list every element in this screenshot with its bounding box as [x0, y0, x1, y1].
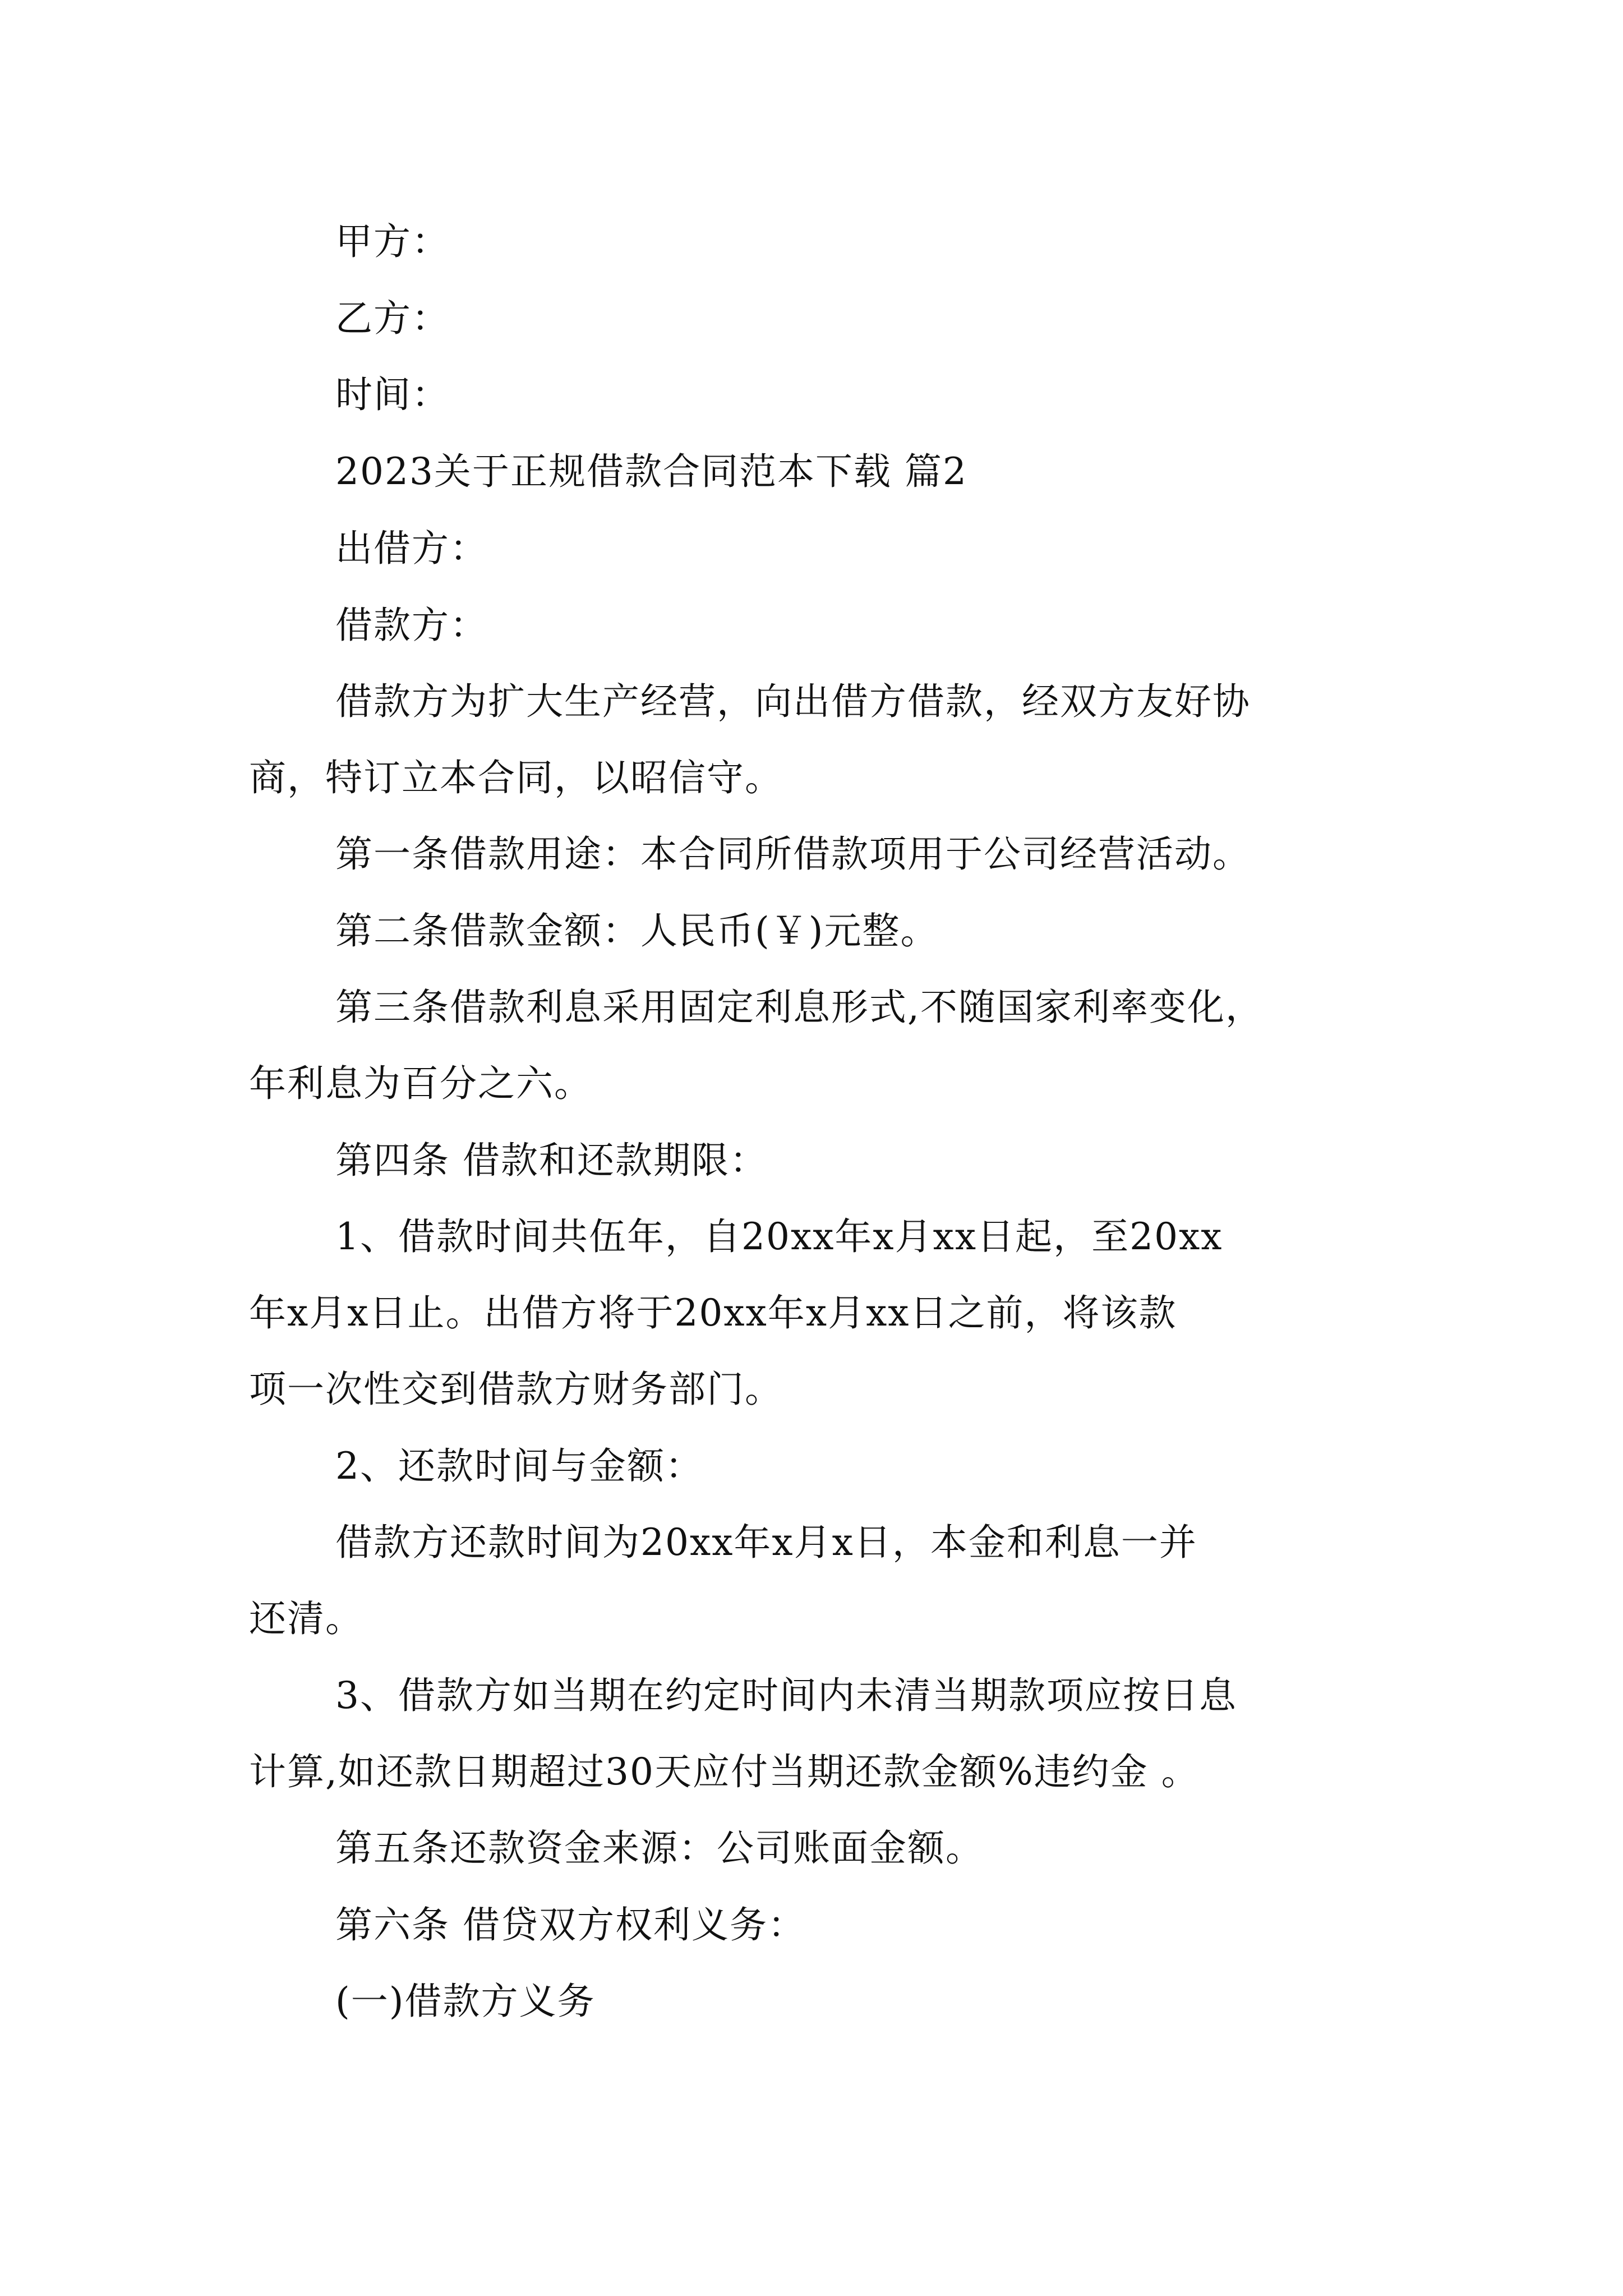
article-5: 第五条还款资金来源：公司账面金额。	[335, 1826, 984, 1870]
party-b-label: 乙方：	[335, 297, 450, 340]
article-3-line-1: 第三条借款利息采用固定利息形式,不随国家利率变化，	[335, 986, 1264, 1029]
article-4-item-1-line-3: 项一次性交到借款方财务部门。	[249, 1368, 783, 1411]
preamble-line-1: 借款方为扩大生产经营，向出借方借款，经双方友好协	[335, 680, 1251, 723]
party-a-label: 甲方：	[335, 220, 450, 263]
article-4-item-2-heading: 2、还款时间与金额：	[335, 1444, 703, 1488]
date-label: 时间：	[335, 373, 450, 416]
borrower-label: 借款方：	[335, 604, 488, 647]
article-4-item-1-line-1: 1、借款时间共伍年，自20xx年x月xx日起，至20xx	[335, 1215, 1223, 1258]
article-3-line-2: 年利息为百分之六。	[249, 1062, 592, 1105]
article-4-heading: 第四条 借款和还款期限：	[335, 1139, 768, 1182]
article-6-heading: 第六条 借贷双方权利义务：	[335, 1903, 806, 1947]
article-4-item-3-line-1: 3、借款方如当期在约定时间内未清当期款项应按日息	[335, 1674, 1237, 1717]
article-4-item-2-line-2: 还清。	[249, 1597, 363, 1640]
article-4-item-3-line-2: 计算,如还款日期超过30天应付当期还款金额%违约金 。	[249, 1750, 1200, 1793]
preamble-line-2: 商，特订立本合同，以昭信守。	[249, 756, 783, 799]
article-4-item-1-line-2: 年x月x日止。出借方将于20xx年x月xx日之前，将该款	[249, 1291, 1177, 1335]
article-1: 第一条借款用途：本合同所借款项用于公司经营活动。	[335, 832, 1251, 876]
article-6-subheading: (一)借款方义务	[335, 1980, 596, 2023]
article-4-item-2-line-1: 借款方还款时间为20xx年x月x日，本金和利息一并	[335, 1521, 1197, 1564]
section-heading: 2023关于正规借款合同范本下载 篇2	[335, 450, 967, 493]
article-2: 第二条借款金额：人民币(￥)元整。	[335, 909, 939, 953]
lender-label: 出借方：	[335, 527, 488, 570]
